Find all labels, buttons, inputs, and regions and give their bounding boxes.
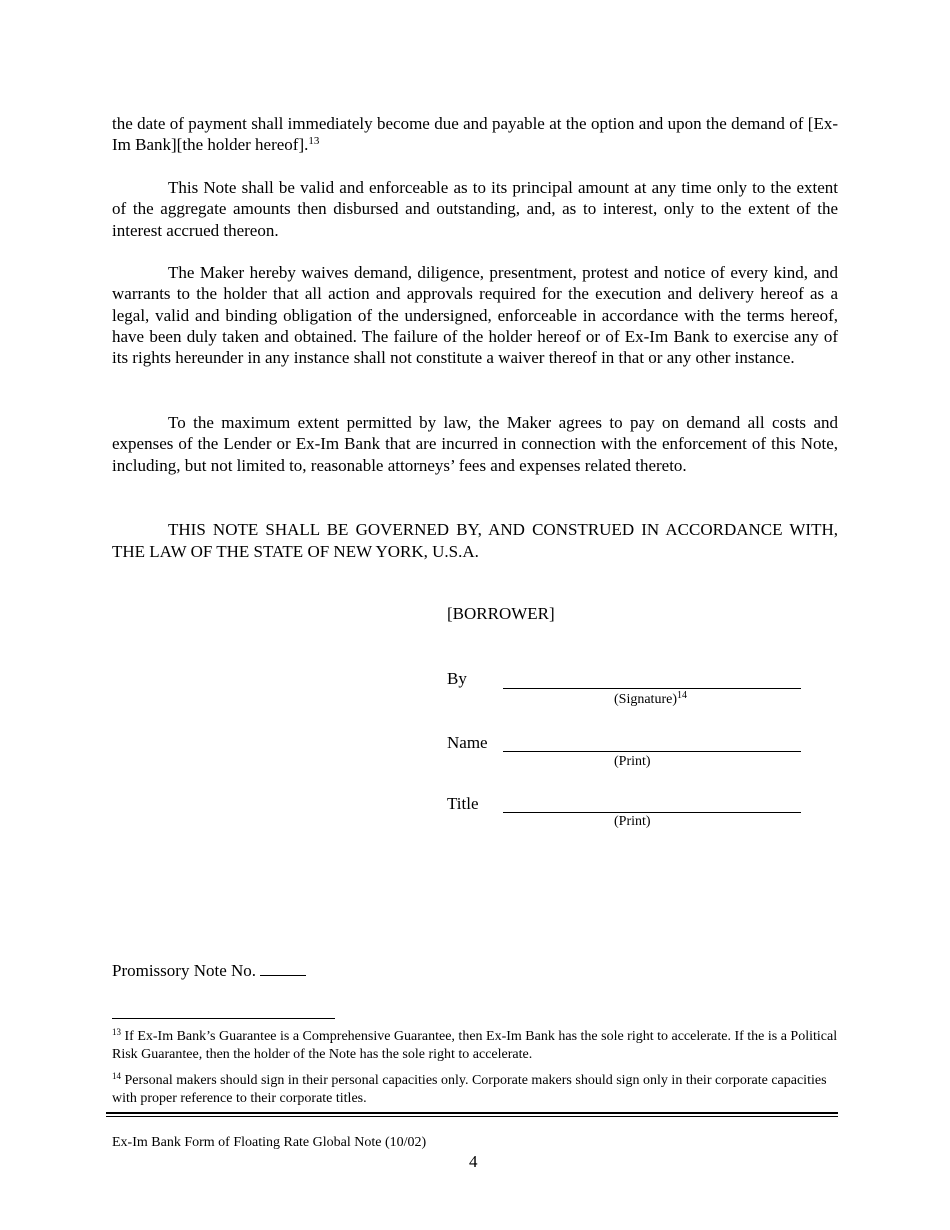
promissory-number-blank[interactable] <box>260 961 306 976</box>
paragraph-acceleration <box>112 113 838 156</box>
footnote-ref-14[interactable]: 14 <box>676 690 687 701</box>
borrower-label: [BORROWER] <box>447 604 555 623</box>
footnote-text: Personal makers should sign in their personal capacities only. Corporate makers should sign only in their corporate capacities with proper reference to their corporate titles. <box>112 1073 827 1106</box>
footnote-text: If Ex-Im Bank’s Guarantee is a Comprehensive Guarantee, then Ex-Im Bank has the sole right to accelerate. If the is a Political Risk Guarantee, then the holder of the Note has the sole right to accelerate. <box>112 1029 838 1062</box>
footnote-separator <box>112 1018 335 1019</box>
paragraph-validity: This Note shall be valid and enforceable as to its principal amount at any time only to the extent of the aggregate amounts then disbursed and outstanding, and, as to interest, only to the extent of the interest accrued thereon. <box>112 178 838 240</box>
page-number: 4 <box>469 1152 478 1171</box>
footer-form-name: Ex-Im Bank Form of Floating Rate Global Note (10/02) <box>112 1135 427 1150</box>
promissory-label: Promissory Note No. <box>112 961 257 980</box>
footnote-14 <box>112 1072 838 1107</box>
title-caption: (Print) <box>614 814 651 829</box>
title-line[interactable] <box>503 795 801 813</box>
footnote-13 <box>112 1028 838 1063</box>
name-caption: (Print) <box>614 754 651 769</box>
paragraph-text: the date of payment shall immediately become due and payable at the option and upon the demand of [Ex-Im Bank][the holder hereof]. <box>112 114 838 155</box>
footnote-number: 14 <box>112 1071 121 1081</box>
footnote-number: 13 <box>112 1027 121 1037</box>
name-label: Name <box>447 733 488 752</box>
paragraph-costs: To the maximum extent permitted by law, the Maker agrees to pay on demand all costs and expenses of the Lender or Ex-Im Bank that are incurred in connection with the enforcement of this Note, including, but not limited to, reasonable attorneys’ fees and expenses related thereto. <box>112 413 838 475</box>
paragraph-governing-law: THIS NOTE SHALL BE GOVERNED BY, AND CONSTRUED IN ACCORDANCE WITH, THE LAW OF THE STATE OF NEW YORK, U.S.A. <box>112 520 838 561</box>
promissory-note-number <box>112 961 306 981</box>
footer-divider <box>106 1112 838 1117</box>
paragraph-waiver: The Maker hereby waives demand, diligence, presentment, protest and notice of every kind, and warrants to the holder that all action and approvals required for the execution and delivery hereof as a legal, valid and binding obligation of the undersigned, enforceable in accordance with the terms hereof, have been duly taken and obtained. The failure of the holder hereof or of Ex-Im Bank to exercise any of its rights hereunder in any instance shall not constitute a waiver thereof in that or any other instance. <box>112 263 838 368</box>
signature-caption-text: (Signature) <box>614 692 677 707</box>
by-label: By <box>447 669 467 688</box>
signature-caption <box>614 692 687 708</box>
title-label: Title <box>447 794 479 813</box>
name-line[interactable] <box>503 734 801 752</box>
footnote-ref-13[interactable]: 13 <box>308 135 320 148</box>
signature-line[interactable] <box>503 670 801 689</box>
